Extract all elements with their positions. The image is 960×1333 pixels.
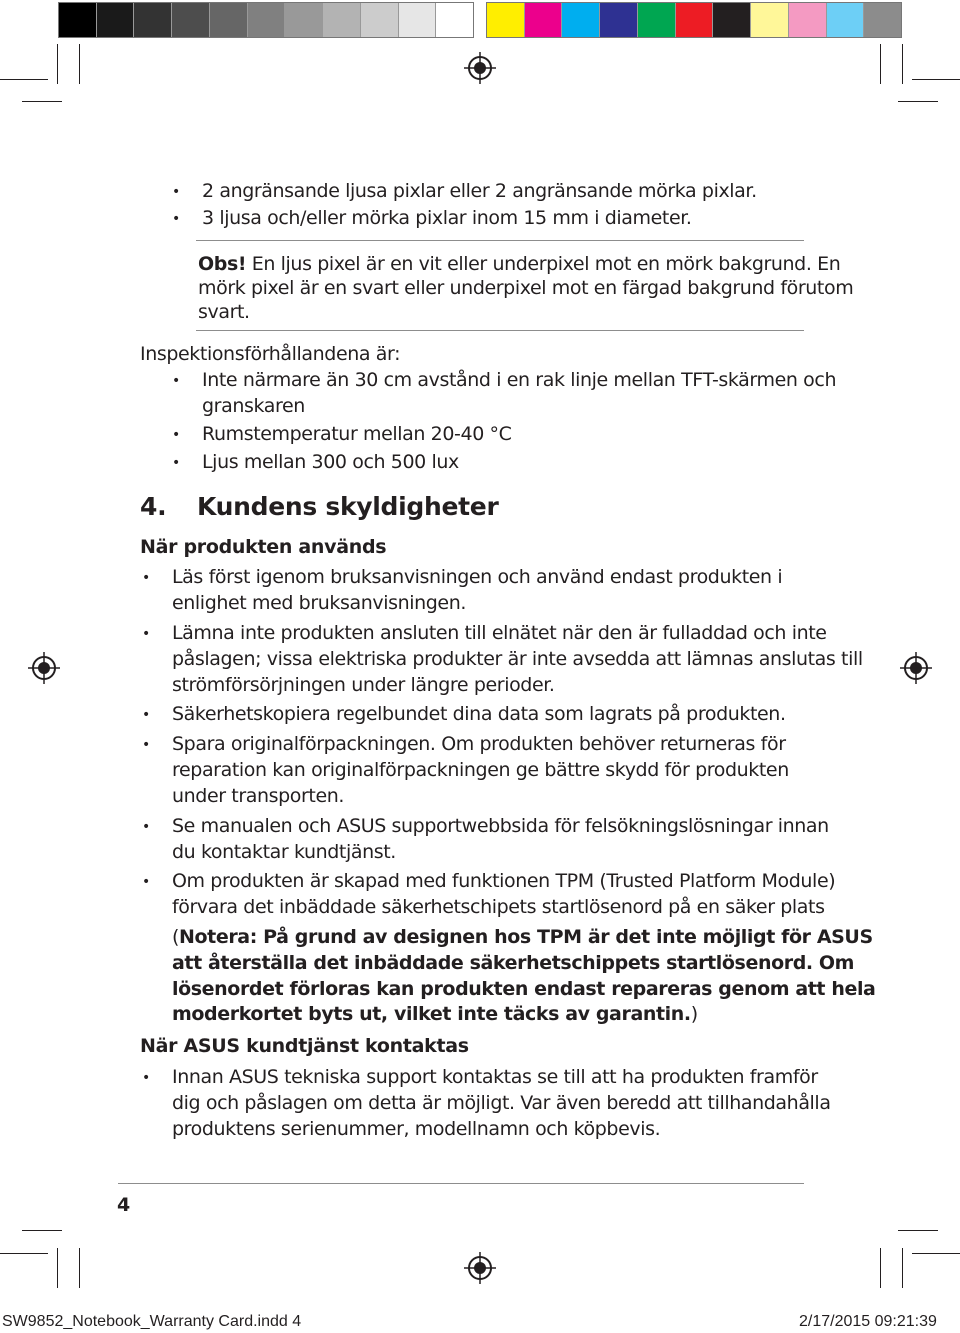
grayscale-calibration-bar <box>58 2 474 38</box>
bullet: • <box>172 184 181 200</box>
gray-swatch <box>134 3 172 37</box>
crop-mark <box>57 1248 58 1288</box>
gray-swatch <box>361 3 399 37</box>
color-swatch <box>789 3 827 37</box>
bullet: • <box>142 707 151 723</box>
gray-swatch <box>97 3 135 37</box>
note-line: Obs! En ljus pixel är en vit eller underpixel mot en mörk bakgrund. En <box>198 253 841 275</box>
crop-mark <box>898 101 938 102</box>
registration-mark-icon <box>464 1252 496 1284</box>
tpm-note-line: (Notera: På grund av designen hos TPM är det inte möjligt för ASUS <box>172 926 873 948</box>
section-number: 4. <box>140 492 167 521</box>
list-item: påslagen; vissa elektriska produkter är inte avsedda att lämnas anslutas till <box>172 648 863 670</box>
tpm-note-line: lösenordet förloras kan produkten endast repareras genom att hela <box>172 978 876 1000</box>
subsection-heading: När ASUS kundtjänst kontaktas <box>140 1035 469 1057</box>
note-divider <box>196 330 804 331</box>
list-item: enlighet med bruksanvisningen. <box>172 592 466 614</box>
page-number: 4 <box>117 1194 130 1216</box>
gray-swatch <box>210 3 248 37</box>
crop-mark <box>912 79 960 80</box>
color-swatch <box>751 3 789 37</box>
section-title: Kundens skyldigheter <box>197 492 499 521</box>
list-item: produktens serienummer, modellnamn och köpbevis. <box>172 1118 661 1140</box>
gray-swatch <box>248 3 286 37</box>
gray-swatch <box>172 3 210 37</box>
bullet: • <box>142 1070 151 1086</box>
list-item: Rumstemperatur mellan 20-40 °C <box>202 423 512 445</box>
bullet: • <box>142 874 151 890</box>
crop-mark <box>0 79 48 80</box>
color-swatch <box>827 3 865 37</box>
gray-swatch <box>436 3 473 37</box>
list-item: Lämna inte produkten ansluten till elnätet när den är fulladdad och inte <box>172 622 827 644</box>
list-item: Säkerhetskopiera regelbundet dina data som lagrats på produkten. <box>172 703 786 725</box>
list-item: dig och påslagen om detta är möjligt. Var även beredd att tillhandahålla <box>172 1092 831 1114</box>
color-swatch <box>487 3 525 37</box>
list-item: under transporten. <box>172 785 345 807</box>
note-label: Obs! <box>198 253 247 275</box>
list-item: strömförsörjningen under längre perioder. <box>172 674 555 696</box>
note-line: mörk pixel är en svart eller underpixel mot en färgad bakgrund förutom <box>198 277 854 299</box>
color-swatch <box>525 3 563 37</box>
bullet: • <box>142 626 151 642</box>
list-item: reparation kan originalförpackningen ge bättre skydd för produkten <box>172 759 789 781</box>
color-swatch <box>676 3 714 37</box>
crop-mark <box>902 44 903 84</box>
list-item: Ljus mellan 300 och 500 lux <box>202 451 459 473</box>
registration-mark-icon <box>900 652 932 684</box>
list-item: granskaren <box>202 395 305 417</box>
color-swatch <box>600 3 638 37</box>
note-line: svart. <box>198 301 250 323</box>
gray-swatch <box>323 3 361 37</box>
inspection-intro: Inspektionsförhållandena är: <box>140 343 401 365</box>
crop-mark <box>22 101 62 102</box>
crop-mark <box>57 44 58 84</box>
crop-mark <box>912 1253 960 1254</box>
list-item: Se manualen och ASUS supportwebbsida för felsökningslösningar innan <box>172 815 829 837</box>
bullet: • <box>142 737 151 753</box>
list-item: Inte närmare än 30 cm avstånd i en rak linje mellan TFT-skärmen och <box>202 369 837 391</box>
subsection-heading: När produkten används <box>140 536 387 558</box>
registration-mark-icon <box>28 652 60 684</box>
gray-swatch <box>399 3 437 37</box>
list-item: förvara det inbäddade säkerhetschipets startlösenord på en säker plats <box>172 896 825 918</box>
crop-mark <box>880 44 881 84</box>
list-item: Spara originalförpackningen. Om produkten behöver returneras för <box>172 733 786 755</box>
list-item: Läs först igenom bruksanvisningen och använd endast produkten i <box>172 566 783 588</box>
list-item: 3 ljusa och/eller mörka pixlar inom 15 mm i diameter. <box>202 207 692 229</box>
bullet: • <box>172 373 181 389</box>
list-item: Innan ASUS tekniska support kontaktas se till att ha produkten framför <box>172 1066 818 1088</box>
color-swatch <box>562 3 600 37</box>
crop-mark <box>880 1248 881 1288</box>
footer-divider <box>118 1183 804 1184</box>
gray-swatch <box>285 3 323 37</box>
crop-mark <box>898 1230 938 1231</box>
bullet: • <box>142 819 151 835</box>
gray-swatch <box>59 3 97 37</box>
list-item: du kontaktar kundtjänst. <box>172 841 396 863</box>
crop-mark <box>22 1230 62 1231</box>
tpm-note-line: att återställa det inbäddade säkerhetschippets startlösenord. Om <box>172 952 855 974</box>
color-swatch <box>864 3 901 37</box>
bullet: • <box>142 570 151 586</box>
registration-mark-icon <box>464 52 496 84</box>
slug-filename: SW9852_Notebook_Warranty Card.indd 4 <box>2 1313 302 1330</box>
tpm-note-line: moderkortet byts ut, vilket inte täcks av garantin.) <box>172 1003 698 1025</box>
bullet: • <box>172 427 181 443</box>
slug-timestamp: 2/17/2015 09:21:39 <box>799 1313 937 1330</box>
crop-mark <box>79 1248 80 1288</box>
note-divider <box>196 240 804 241</box>
crop-mark <box>79 44 80 84</box>
crop-mark <box>902 1248 903 1288</box>
crop-mark <box>0 1253 48 1254</box>
bullet: • <box>172 455 181 471</box>
color-swatch <box>638 3 676 37</box>
color-swatch <box>713 3 751 37</box>
color-calibration-bar <box>486 2 902 38</box>
list-item: 2 angränsande ljusa pixlar eller 2 angränsande mörka pixlar. <box>202 180 757 202</box>
list-item: Om produkten är skapad med funktionen TPM (Trusted Platform Module) <box>172 870 836 892</box>
bullet: • <box>172 211 181 227</box>
